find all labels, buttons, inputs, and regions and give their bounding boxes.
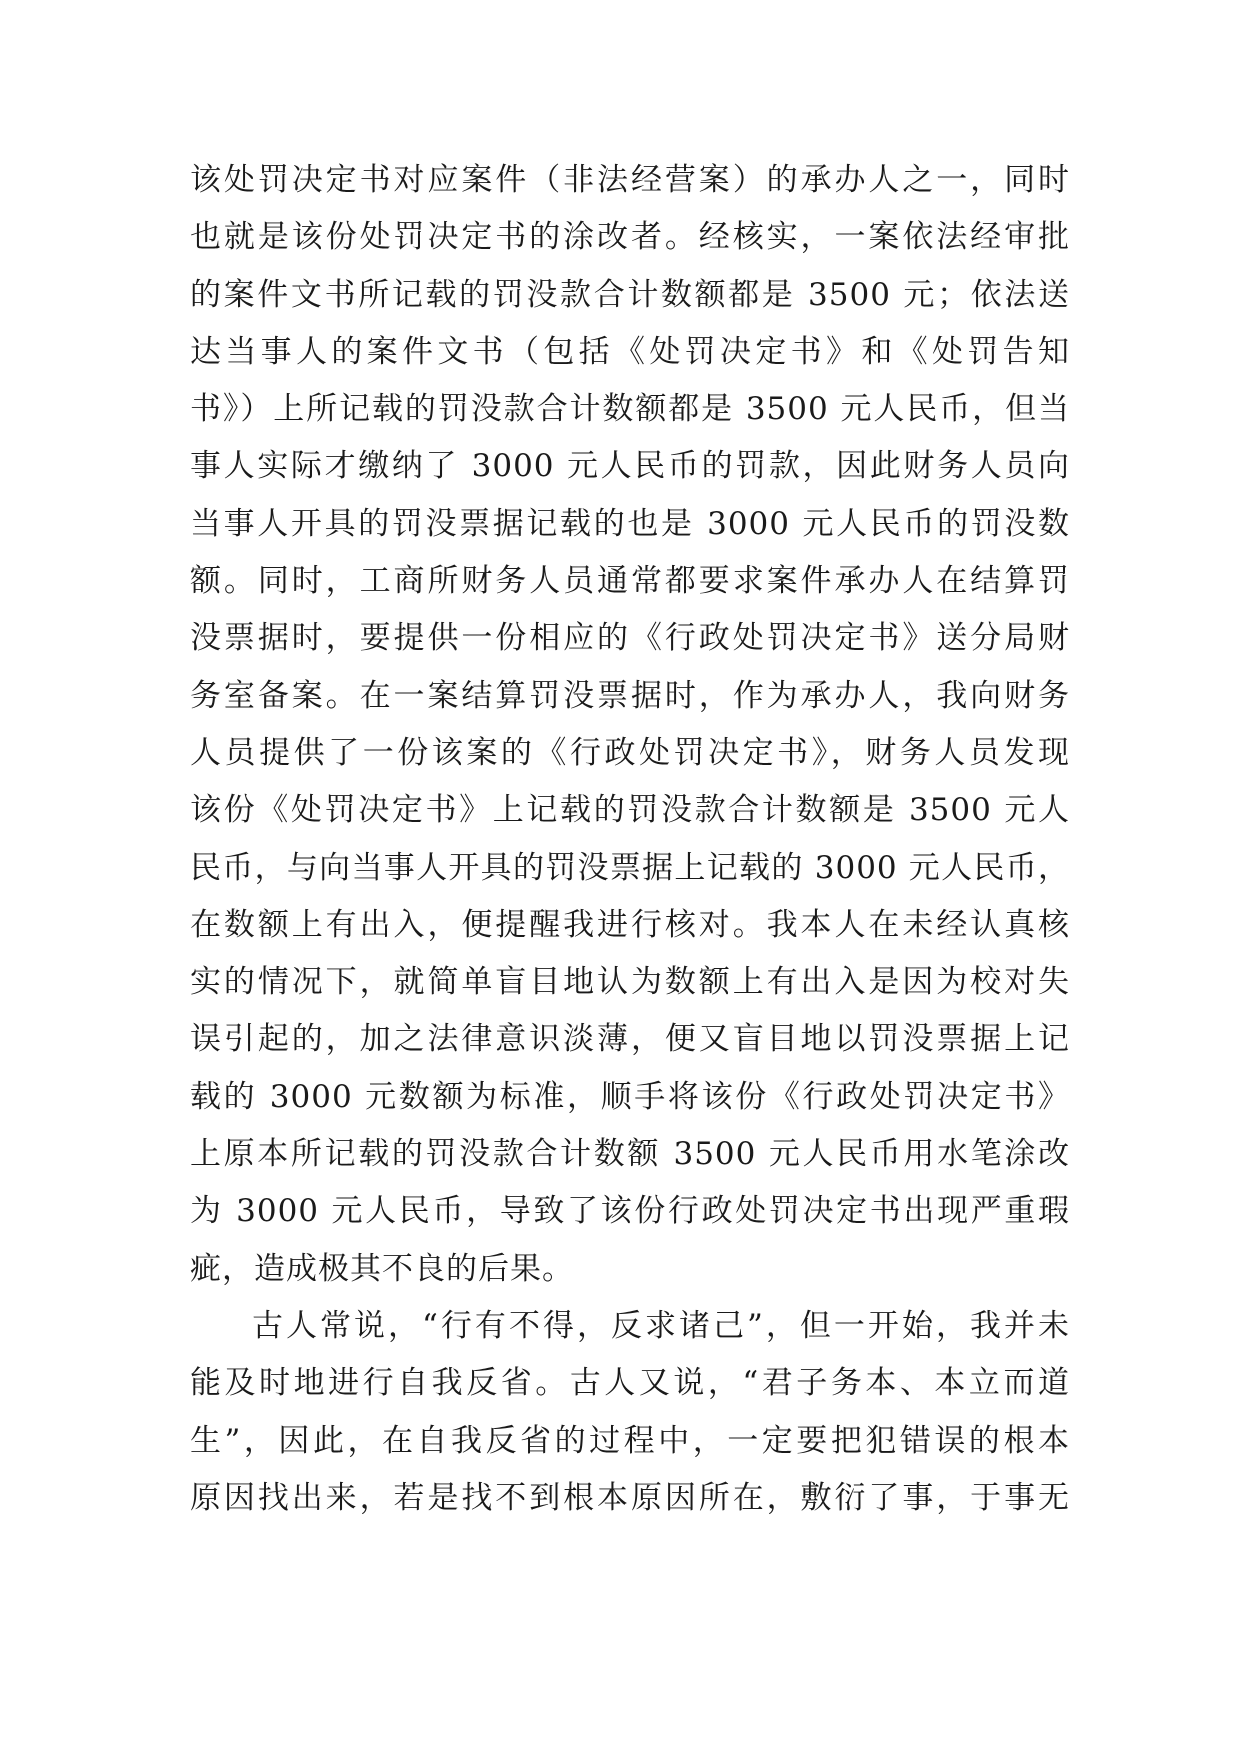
text-line: 载的 3000 元数额为标准，顺手将该份《行政处罚决定书》 xyxy=(190,1078,1070,1115)
text-line: 民币，与向当事人开具的罚没票据上记载的 3000 元人民币， xyxy=(190,849,1070,886)
text-line: 没票据时，要提供一份相应的《行政处罚决定书》送分局财 xyxy=(190,620,1070,657)
text-line: 额。同时，工商所财务人员通常都要求案件承办人在结算罚 xyxy=(190,563,1070,600)
text-line: 古人常说，“行有不得，反求诸己”，但一开始，我并未 xyxy=(252,1307,1070,1344)
text-line: 上原本所记载的罚没款合计数额 3500 元人民币用水笔涂改 xyxy=(190,1136,1070,1173)
text-line: 能及时地进行自我反省。古人又说，“君子务本、本立而道 xyxy=(190,1365,1070,1402)
text-line: 生”，因此，在自我反省的过程中，一定要把犯错误的根本 xyxy=(190,1422,1070,1459)
text-line: 为 3000 元人民币，导致了该份行政处罚决定书出现严重瑕 xyxy=(190,1193,1070,1230)
text-line: 该份《处罚决定书》上记载的罚没款合计数额是 3500 元人 xyxy=(190,792,1070,829)
text-line: 务室备案。在一案结算罚没票据时，作为承办人，我向财务 xyxy=(190,677,1070,714)
paragraph xyxy=(190,1298,1070,1527)
text-line: 在数额上有出入，便提醒我进行核对。我本人在未经认真核 xyxy=(190,906,1070,943)
text-line: 当事人开具的罚没票据记载的也是 3000 元人民币的罚没数 xyxy=(190,505,1070,542)
text-line: 人员提供了一份该案的《行政处罚决定书》，财务人员发现 xyxy=(190,734,1070,771)
text-line: 原因找出来，若是找不到根本原因所在，敷衍了事，于事无 xyxy=(190,1479,1070,1516)
text-line: 的案件文书所记载的罚没款合计数额都是 3500 元；依法送 xyxy=(190,276,1070,313)
text-line: 该处罚决定书对应案件（非法经营案）的承办人之一，同时 xyxy=(190,162,1070,198)
text-line: 事人实际才缴纳了 3000 元人民币的罚款，因此财务人员向 xyxy=(190,448,1070,485)
text-line: 达当事人的案件文书（包括《处罚决定书》和《处罚告知 xyxy=(190,333,1070,370)
text-line: 实的情况下，就简单盲目地认为数额上有出入是因为校对失 xyxy=(190,964,1070,1001)
text-line: 疵，造成极其不良的后果。 xyxy=(190,1250,574,1287)
text-line: 书》）上所记载的罚没款合计数额都是 3500 元人民币，但当 xyxy=(190,391,1070,428)
document-body xyxy=(190,152,1070,1527)
text-line: 也就是该份处罚决定书的涂改者。经核实，一案依法经审批 xyxy=(190,219,1070,256)
paragraph xyxy=(190,152,1070,1298)
text-line: 误引起的，加之法律意识淡薄，便又盲目地以罚没票据上记 xyxy=(190,1021,1070,1058)
